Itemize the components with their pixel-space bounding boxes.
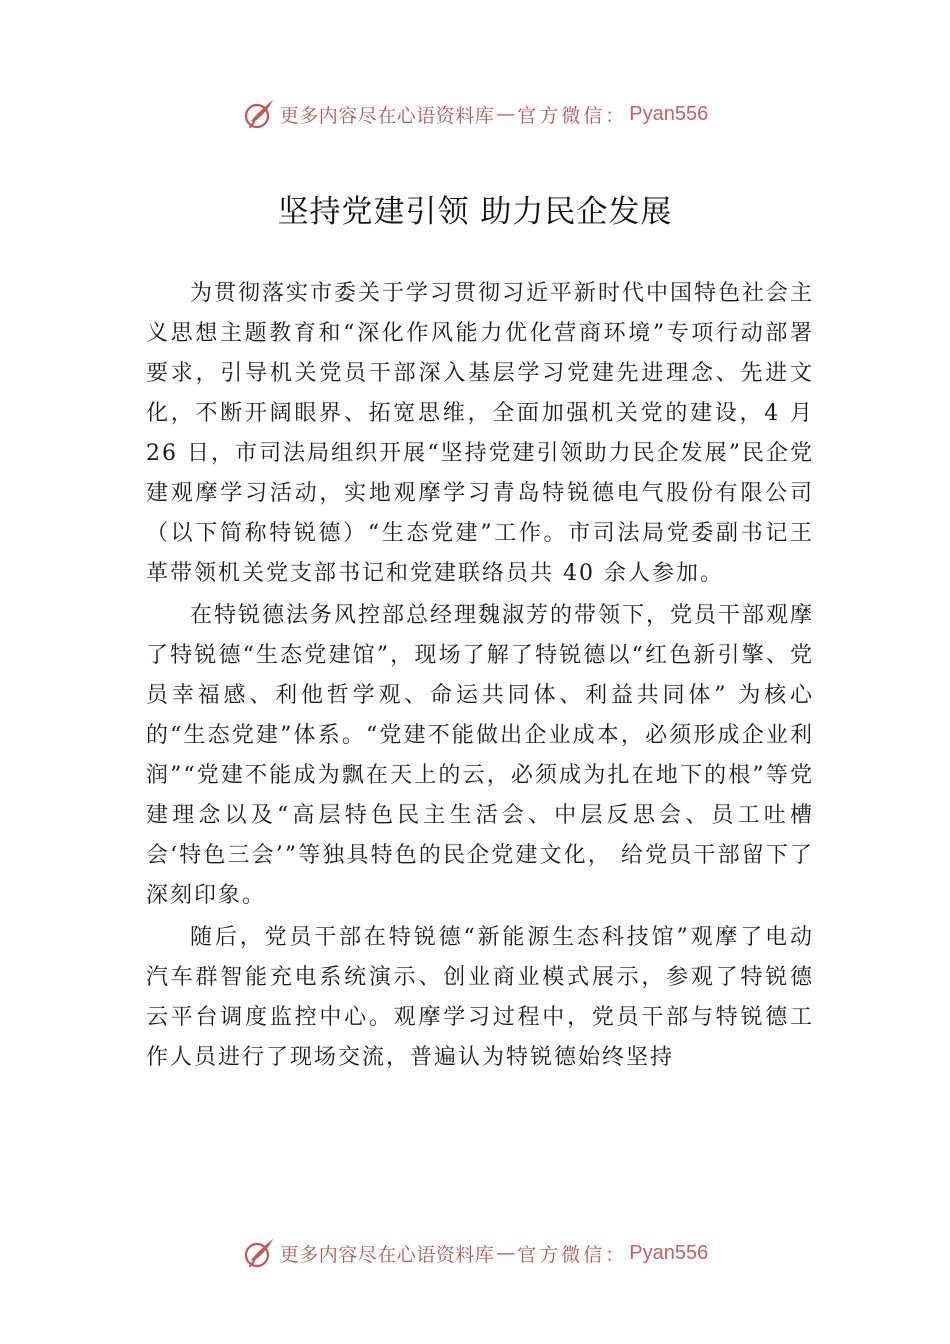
banner-wechat-label: 官方微信： <box>517 1243 628 1266</box>
footer-banner <box>0 1233 950 1273</box>
banner-text: 更多内容尽在心语资料库 <box>279 104 495 127</box>
banner-wechat-id: Pyan556 <box>629 102 709 125</box>
paragraph: 随后，党员干部在特锐德“新能源生态科技馆”观摩了电动汽车群智能充电系统演示、创业商业模式展示，参观了特锐德云平台调度监控中心。观摩学习过程中，党员干部与特锐德工作人员进行了现场交流，普遍认为特锐德始终坚持 <box>146 925 814 1070</box>
banner-separator: — <box>496 103 516 125</box>
banner-wechat-label: 官方微信： <box>517 104 628 127</box>
paragraph: 为贯彻落实市委关于学习贯彻习近平新时代中国特色社会主义思想主题教育和“深化作风能力优化营商环境”专项行动部署要求，引导机关党员干部深入基层学习党建先进理念、先进文化，不断开阔眼界、拓宽思维，全面加强机关党的建设，4 月 26 日，市司法局组织开展“坚持党建引领助力民企发展”民企党建观摩学习活动，实地观摩学习青岛特锐德电气股份有限公司（以下简称特锐德）“生态党建”工作。市司法局党委副书记王革带领机关党支部书记和党建联络员共 40 余人参加。 <box>146 281 815 586</box>
header-banner <box>0 94 950 134</box>
banner-text: 更多内容尽在心语资料库 <box>279 1243 495 1266</box>
banner-wechat-id: Pyan556 <box>629 1241 709 1264</box>
document-title: 坚持党建引领 助力民企发展 <box>277 194 673 230</box>
quill-pen-logo-icon <box>242 1236 276 1270</box>
paragraph: 在特锐德法务风控部总经理魏淑芳的带领下，党员干部观摩了特锐德“生态党建馆”，现场了解了特锐德以“红色新引擎、党员幸福感、利他哲学观、命运共同体、利益共同体” 为核心的“生态党建”体系。“党建不能做出企业成本，必须形成企业利润”“党建不能成为飘在天上的云，必须成为扎在地下的根”等党建理念以及“高层特色民主生活会、中层反思会、员工吐槽会‘特色三会’”等独具特色的民企党建文化， 给党员干部留下了深刻印象。 <box>146 603 815 908</box>
document-body <box>146 274 814 1078</box>
quill-pen-logo-icon <box>242 97 276 131</box>
banner-separator: — <box>496 1242 516 1264</box>
